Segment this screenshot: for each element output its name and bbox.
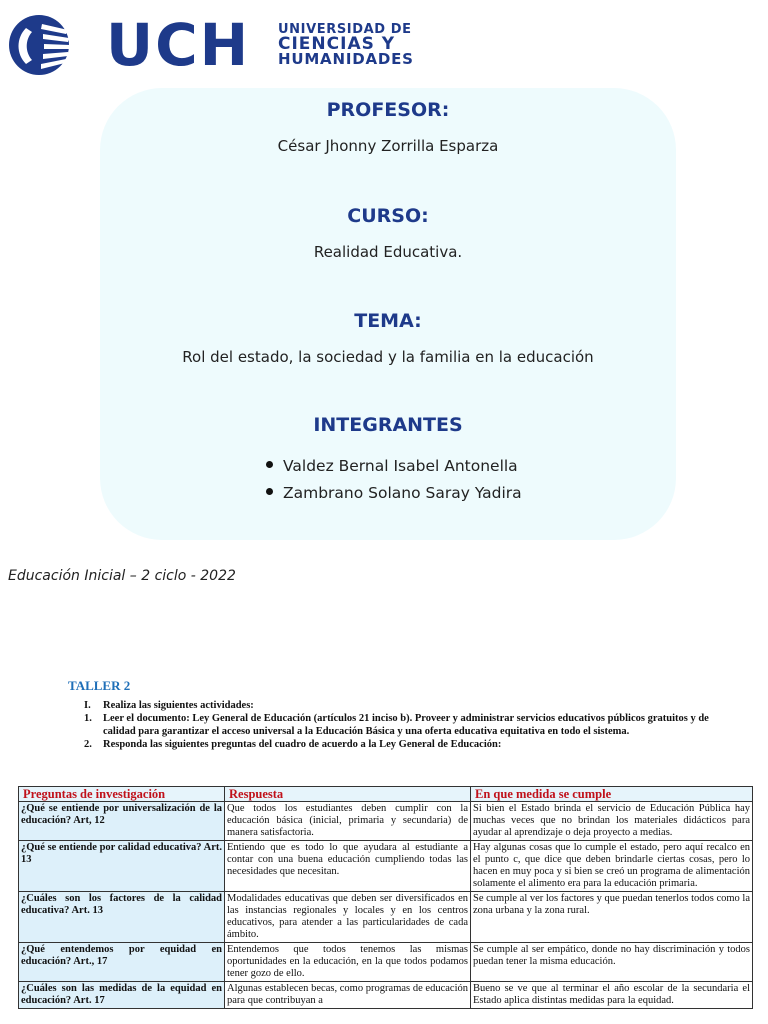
column-header-respuesta: Respuesta	[225, 787, 471, 802]
logo-line-3: HUMANIDADES	[278, 50, 414, 68]
question-cell: ¿Cuáles son los factores de la calidad educativa? Art. 13	[19, 892, 225, 943]
instruction-item	[84, 699, 714, 712]
integrantes-list	[266, 453, 522, 507]
instruction-text: Responda las siguientes preguntas del cuadro de acuerdo a la Ley General de Educación:	[103, 739, 502, 750]
instruction-item	[84, 738, 714, 751]
list-item	[266, 453, 522, 480]
member-name: Zambrano Solano Saray Yadira	[283, 484, 522, 502]
question-cell: ¿Qué se entiende por universalización de la educación? Art, 12	[19, 802, 225, 841]
bullet-icon	[266, 488, 273, 495]
course-cycle-line: Educación Inicial – 2 ciclo - 2022	[8, 568, 236, 584]
question-cell: ¿Qué entendemos por equidad en educación? Art., 17	[19, 943, 225, 982]
bullet-icon	[266, 461, 273, 468]
profesor-label: PROFESOR:	[326, 99, 450, 121]
table-header-row	[19, 787, 753, 802]
curso-label: CURSO:	[347, 205, 429, 227]
instruction-text: Realiza las siguientes actividades:	[103, 700, 254, 711]
list-item	[266, 480, 522, 507]
instruction-text: Leer el documento: Ley General de Educación (artículos 21 inciso b). Proveer y administrar servicios educativos públicos gratuitos y de calidad para garantizar el acceso universal a la Educación Básica y una oferta educativa equitativa en todo el sistema.	[103, 713, 709, 737]
question-cell: ¿Cuáles son las medidas de la equidad en educación? Art. 17	[19, 982, 225, 1009]
uch-emblem-icon	[8, 14, 96, 76]
table-row	[19, 982, 753, 1009]
column-header-preguntas: Preguntas de investigación	[19, 787, 225, 802]
cover-info-card	[100, 88, 676, 540]
compliance-cell: Si bien el Estado brinda el servicio de Educación Pública hay muchas veces que no brindan los materiales didácticos para ayudar al aprendizaje o deja proyecto a medias.	[471, 802, 753, 841]
table-row	[19, 943, 753, 982]
compliance-cell: Se cumple al ser empático, donde no hay discriminación y todos puedan tener la misma educación.	[471, 943, 753, 982]
table-row	[19, 802, 753, 841]
column-header-cumplimiento: En que medida se cumple	[471, 787, 753, 802]
table-row	[19, 892, 753, 943]
compliance-cell: Se cumple al ver los factores y que puedan tenerlos todos como la zona urbana y la zona rural.	[471, 892, 753, 943]
logo-uch-text: UCH	[106, 11, 251, 79]
answer-cell: Modalidades educativas que deben ser diversificados en las instancias regionales y locales y en los centros educativos, para atender a las particularidades de cada ámbito.	[225, 892, 471, 943]
logo-line-2: CIENCIAS Y	[278, 34, 396, 54]
questions-table	[18, 786, 753, 1009]
instruction-number: I.	[84, 700, 91, 711]
answer-cell: Entendemos que todos tenemos las mismas oportunidades en la educación, en la que todos podamos tener gozo de ello.	[225, 943, 471, 982]
answer-cell: Entiendo que es todo lo que ayudara al estudiante a contar con una buena educación cumpliendo todas las necesidades que necesitan.	[225, 841, 471, 892]
table-row	[19, 841, 753, 892]
instruction-number: 2.	[84, 739, 92, 750]
compliance-cell: Bueno se ve que al terminar el año escolar de la secundaria el Estado aplica distintas medidas para la equidad.	[471, 982, 753, 1009]
logo-line-1: UNIVERSIDAD DE	[278, 22, 412, 37]
instruction-number: 1.	[84, 713, 92, 724]
tema-label: TEMA:	[354, 310, 422, 332]
integrantes-label: INTEGRANTES	[313, 414, 463, 436]
instruction-item	[84, 712, 714, 738]
member-name: Valdez Bernal Isabel Antonella	[283, 457, 518, 475]
curso-name: Realidad Educativa.	[313, 243, 463, 261]
compliance-cell: Hay algunas cosas que lo cumple el estado, pero aquí recalco en el punto c, que dice que deben brindarle ciertas cosas, pero lo hacen en muy poca y si bien se creó un programa de alimentación solamente el alimento era para la educación primaria.	[471, 841, 753, 892]
answer-cell: Que todos los estudiantes deben cumplir con la educación básica (inicial, primaria y secundaria) de manera satisfactoria.	[225, 802, 471, 841]
question-cell: ¿Qué se entiende por calidad educativa? Art. 13	[19, 841, 225, 892]
taller-title: TALLER 2	[68, 678, 131, 693]
profesor-name: César Jhonny Zorrilla Esparza	[277, 137, 499, 155]
tema-text: Rol del estado, la sociedad y la familia en la educación	[182, 348, 594, 366]
university-logo	[8, 11, 458, 79]
instructions-list	[84, 699, 714, 751]
answer-cell: Algunas establecen becas, como programas de educación para que contribuyan a	[225, 982, 471, 1009]
logo-university-name	[278, 22, 414, 67]
